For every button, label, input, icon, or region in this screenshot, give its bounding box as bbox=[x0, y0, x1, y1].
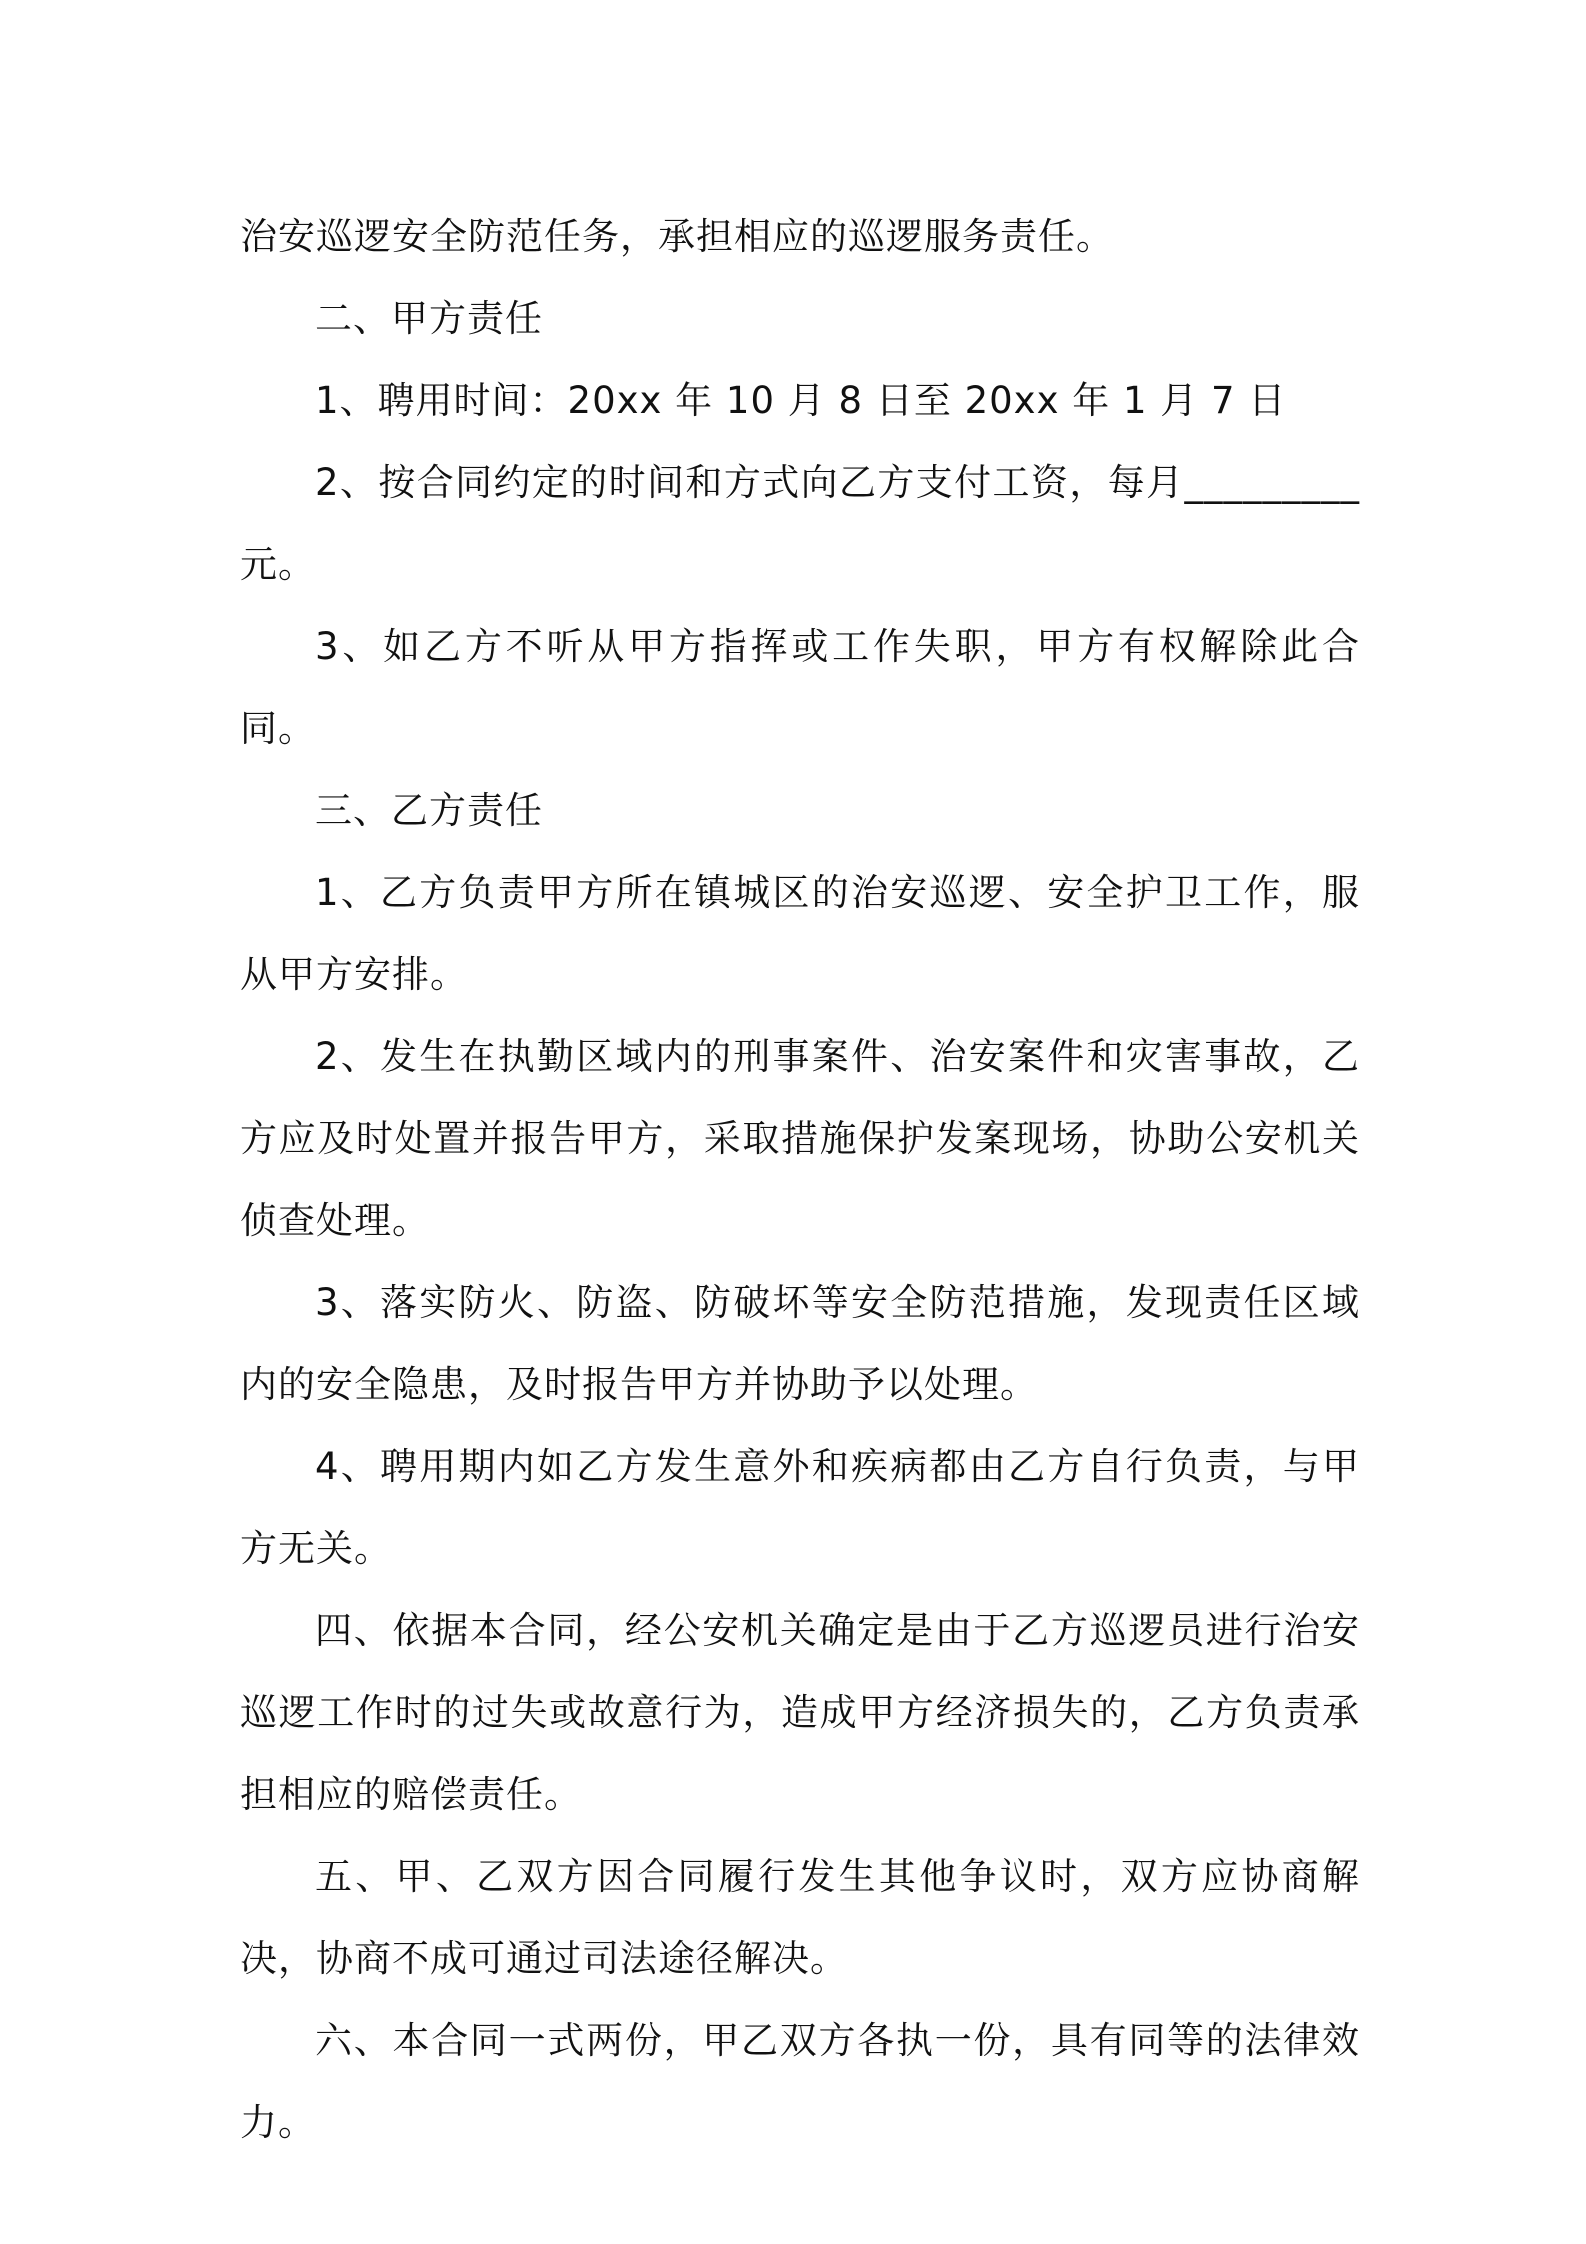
paragraph-copies: 六、本合同一式两份，甲乙双方各执一份，具有同等的法律效力。 bbox=[240, 2019, 1360, 2144]
paragraph-dispute: 五、甲、乙双方因合同履行发生其他争议时，双方应协商解决，协商不成可通过司法途径解决。 bbox=[240, 1855, 1360, 1980]
paragraph-compensation: 四、依据本合同，经公安机关确定是由于乙方巡逻员进行治安巡逻工作时的过失或故意行为，造成甲方经济损失的，乙方负责承担相应的赔偿责任。 bbox=[240, 1609, 1360, 1816]
paragraph-patrol-duty: 1、乙方负责甲方所在镇城区的治安巡逻、安全护卫工作，服从甲方安排。 bbox=[240, 871, 1360, 996]
document-body bbox=[240, 196, 1360, 2164]
section-heading-party-b: 三、乙方责任 bbox=[315, 789, 543, 832]
paragraph-accident-liability: 4、聘用期内如乙方发生意外和疾病都由乙方自行负责，与甲方无关。 bbox=[240, 1445, 1360, 1570]
paragraph-incident-handling: 2、发生在执勤区域内的刑事案件、治安案件和灾害事故，乙方应及时处置并报告甲方，采取措施保护发案现场，协助公安机关侦查处理。 bbox=[240, 1035, 1360, 1242]
paragraph-1: 治安巡逻安全防范任务，承担相应的巡逻服务责任。 bbox=[240, 215, 1114, 258]
paragraph-employment-period: 1、聘用时间：20xx 年 10 月 8 日至 20xx 年 1 月 7 日 bbox=[315, 379, 1287, 422]
paragraph-termination: 3、如乙方不听从甲方指挥或工作失职，甲方有权解除此合同。 bbox=[240, 625, 1360, 750]
paragraph-salary: 2、按合同约定的时间和方式向乙方支付工资，每月_________元。 bbox=[240, 461, 1360, 586]
paragraph-safety-measures: 3、落实防火、防盗、防破坏等安全防范措施，发现责任区域内的安全隐患，及时报告甲方并协助予以处理。 bbox=[240, 1281, 1360, 1406]
section-heading-party-a: 二、甲方责任 bbox=[315, 297, 543, 340]
